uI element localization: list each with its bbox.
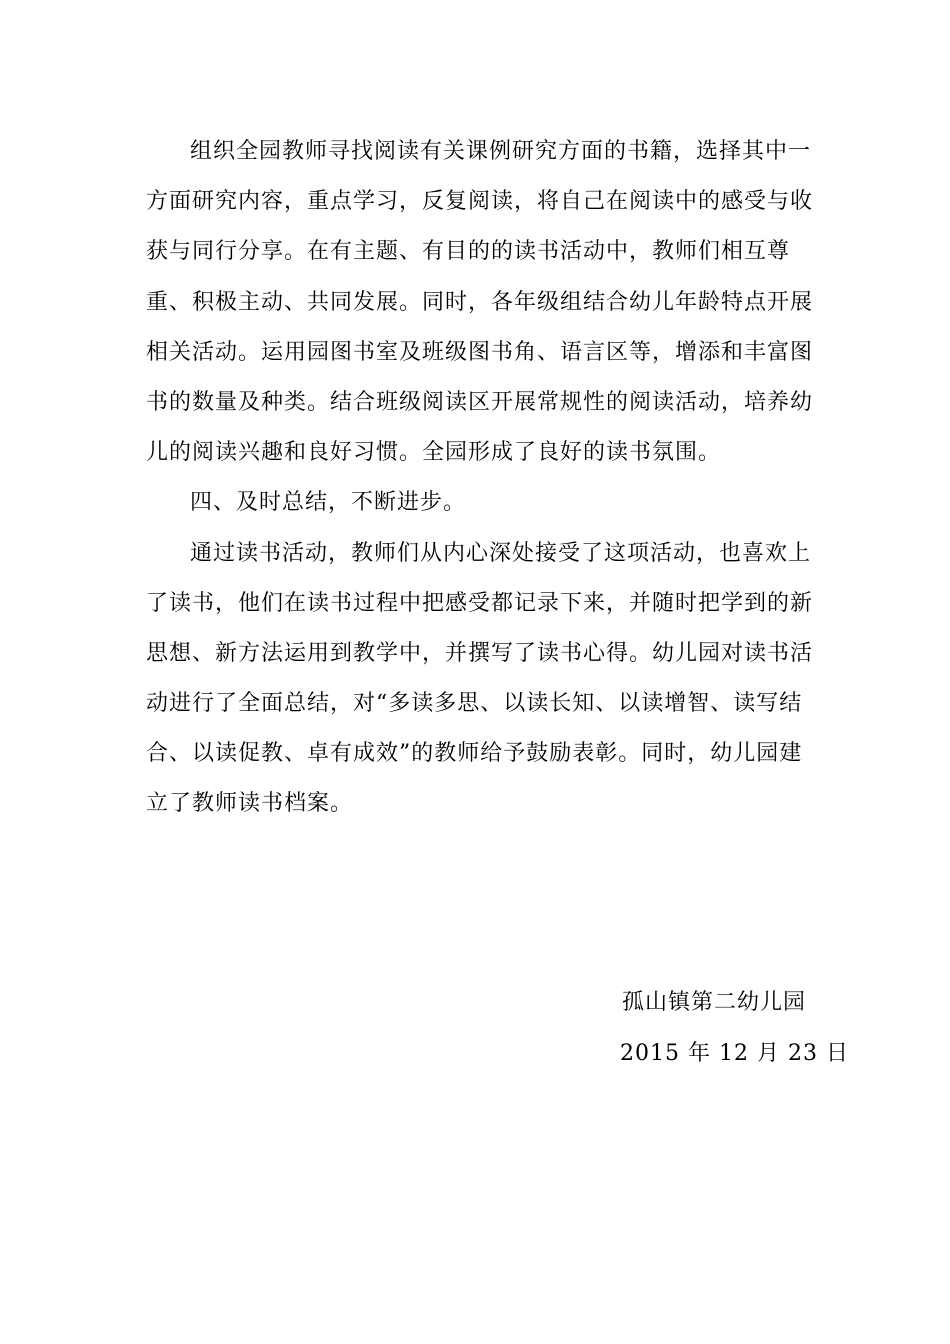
paragraph-line: 了读书，他们在读书过程中把感受都记录下来，并随时把学到的新 <box>146 591 814 616</box>
paragraph-line: 相关活动。运用园图书室及班级图书角、语言区等，增添和丰富图 <box>146 340 814 365</box>
paragraph-line: 思想、新方法运用到教学中，并撰写了读书心得。幼儿园对读书活 <box>146 641 814 666</box>
paragraph-line: 重、积极主动、共同发展。同时，各年级组结合幼儿年龄特点开展 <box>146 290 814 315</box>
paragraph-line: 方面研究内容，重点学习，反复阅读，将自己在阅读中的感受与收 <box>146 189 814 214</box>
section-heading: 四、及时总结，不断进步。 <box>190 490 467 515</box>
paragraph-line: 立了教师读书档案。 <box>146 791 354 816</box>
paragraph-line: 通过读书活动，教师们从内心深处接受了这项活动，也喜欢上 <box>190 541 812 566</box>
signature-organization: 孤山镇第二幼儿园 <box>621 990 806 1015</box>
paragraph-line: 组织全园教师寻找阅读有关课例研究方面的书籍，选择其中一 <box>190 139 812 164</box>
paragraph-line: 儿的阅读兴趣和良好习惯。全园形成了良好的读书氛围。 <box>146 440 722 465</box>
paragraph-line: 合、以读促教、卓有成效”的教师给予鼓励表彰。同时，幼儿园建 <box>146 741 803 766</box>
paragraph-line: 书的数量及种类。结合班级阅读区开展常规性的阅读活动，培养幼 <box>146 390 814 415</box>
paragraph-line: 获与同行分享。在有主题、有目的的读书活动中，教师们相互尊 <box>146 239 791 264</box>
signature-date: 2015 年 12 月 23 日 <box>620 1041 849 1066</box>
paragraph-line: 动进行了全面总结，对“多读多思、以读长知、以读增智、读写结 <box>146 691 803 716</box>
